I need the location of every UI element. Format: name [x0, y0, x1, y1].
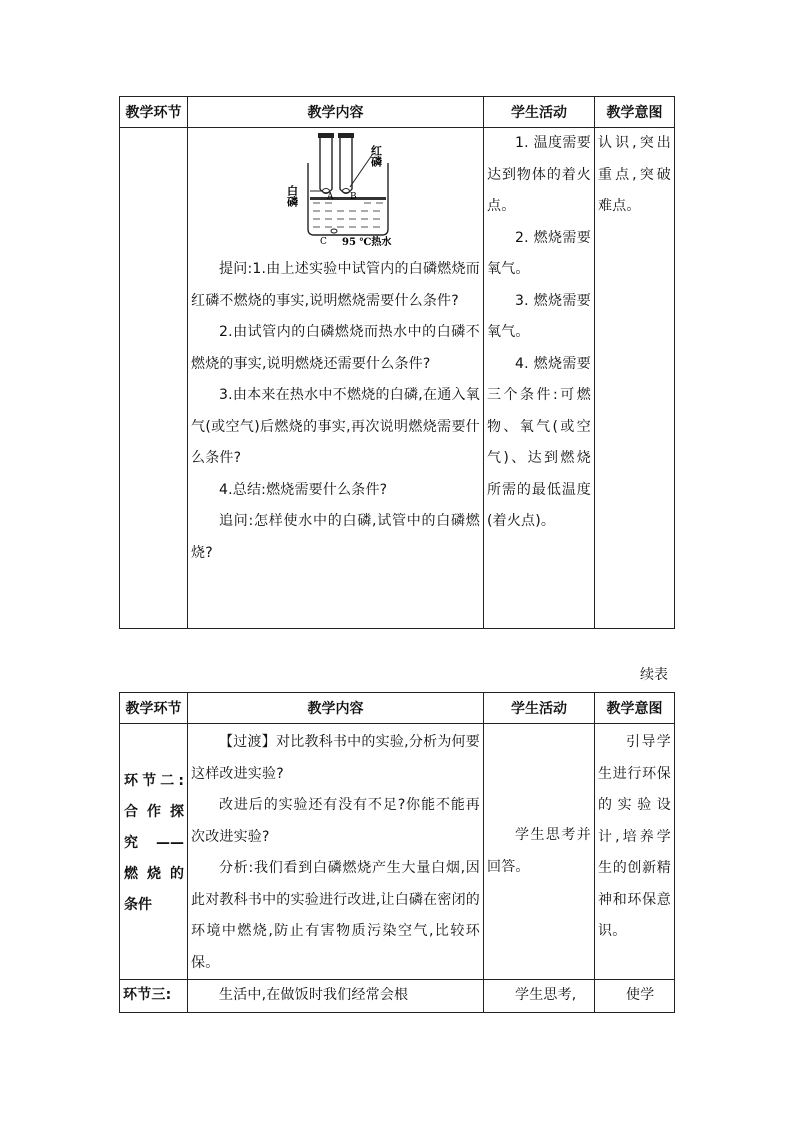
stage-cell — [120, 724, 188, 980]
stopper-right-icon — [338, 133, 354, 138]
student-text — [484, 128, 594, 538]
content-text — [188, 980, 483, 1012]
stage-line: 条件 — [124, 897, 152, 913]
content-paragraph: 生活中,在做饭时我们经常会根 — [219, 987, 409, 1003]
label-C: C — [320, 237, 327, 247]
intent-text — [595, 980, 674, 1012]
stage-label — [120, 724, 187, 921]
header-student-activity: 学生活动 — [484, 693, 595, 724]
student-activity-cell — [484, 724, 595, 980]
content-improvement: 改进后的实验还有没有不足?你能不能再次改进实验? — [191, 797, 480, 845]
content-transition: 【过渡】对比教科书中的实验,分析为何要这样改进实验? — [191, 734, 480, 782]
student-answer-4: 4. 燃烧需要三个条件:可燃物、氧气(或空气)、达到燃烧所需的最低温度(着火点)。 — [487, 355, 591, 529]
content-cell — [188, 724, 484, 980]
label-A: A — [327, 192, 334, 202]
table-row — [120, 980, 675, 1013]
test-tube-left-icon — [320, 137, 332, 193]
stage-line: 究 —— — [124, 835, 184, 851]
label-B: B — [350, 192, 357, 202]
student-answer-3: 3. 燃烧需要氧气。 — [487, 292, 591, 340]
content-text — [188, 724, 483, 979]
content-question-2: 2.由试管内的白磷燃烧而热水中的白磷不燃烧的事实,说明燃烧还需要什么条件? — [191, 324, 480, 372]
header-stage: 教学环节 — [120, 97, 188, 128]
student-activity-cell — [484, 128, 595, 629]
stage-line: 环节二: — [124, 773, 184, 789]
table-row — [120, 724, 675, 980]
label-red-phosphorus: 红磷 — [369, 145, 383, 167]
student-answer: 学生思考并回答。 — [487, 827, 591, 875]
content-cell — [188, 128, 484, 629]
header-stage: 教学环节 — [120, 693, 188, 724]
content-question-3: 3.由本来在热水中不燃烧的白磷,在通入氧气(或空气)后燃烧的事实,再次说明燃烧需要什么条件? — [191, 387, 480, 466]
intent-cell — [595, 128, 675, 629]
white-phosphorus-water-icon — [331, 229, 337, 233]
copper-plate-icon — [310, 197, 386, 200]
header-student-activity: 学生活动 — [484, 97, 595, 128]
content-followup: 追问:怎样使水中的白磷,试管中的白磷燃烧? — [191, 513, 480, 561]
intent-text — [595, 128, 674, 223]
intent-cell — [595, 980, 675, 1013]
lesson-table-1 — [119, 96, 675, 629]
header-content: 教学内容 — [188, 693, 484, 724]
continued-table-label: 续表 — [640, 667, 668, 683]
intent-paragraph: 使学 — [626, 987, 655, 1003]
phosphorus-experiment-diagram — [285, 131, 418, 251]
label-hot-water: 95 ℃热水 — [342, 237, 392, 248]
intent-text — [595, 724, 674, 948]
content-question-4: 4.总结:燃烧需要什么条件? — [219, 481, 388, 498]
lesson-table-2 — [119, 692, 675, 1013]
header-content: 教学内容 — [188, 97, 484, 128]
intent-cell — [595, 724, 675, 980]
student-answer-1: 1. 温度需要达到物体的着火点。 — [487, 135, 591, 214]
stage-cell — [120, 980, 188, 1013]
content-question-1: 提问:1.由上述实验中试管内的白磷燃烧而红磷不燃烧的事实,说明燃烧需要什么条件? — [191, 261, 480, 309]
stage-label: 环节三: — [123, 987, 172, 1003]
experiment-figure — [188, 128, 483, 254]
table-header-row — [120, 97, 675, 128]
content-text — [188, 254, 483, 569]
hot-water-icon — [313, 203, 383, 227]
student-answer: 学生思考, — [515, 987, 577, 1003]
stage-line: 合作探 — [124, 804, 184, 820]
student-text — [484, 980, 594, 1012]
table-row — [120, 128, 675, 629]
stage-line: 燃烧的 — [124, 866, 184, 882]
header-intent: 教学意图 — [595, 693, 675, 724]
student-text — [484, 820, 594, 883]
test-tube-right-icon — [340, 137, 352, 193]
header-intent: 教学意图 — [595, 97, 675, 128]
stage-cell — [120, 128, 188, 629]
intent-paragraph: 认识,突出重点,突破难点。 — [598, 135, 671, 214]
stopper-left-icon — [318, 133, 334, 138]
table-header-row — [120, 693, 675, 724]
stage-text — [120, 980, 187, 1012]
content-cell — [188, 980, 484, 1013]
student-answer-2: 2. 燃烧需要氧气。 — [487, 229, 591, 277]
content-analysis: 分析:我们看到白磷燃烧产生大量白烟,因此对教科书中的实验进行改进,让白磷在密闭的环境中燃烧,防止有害物质污染空气,比较环保。 — [191, 860, 480, 971]
student-activity-cell — [484, 980, 595, 1013]
intent-paragraph: 引导学生进行环保的实验设计,培养学生的创新精神和环保意识。 — [598, 734, 671, 939]
label-white-phosphorus: 白磷 — [285, 185, 299, 207]
